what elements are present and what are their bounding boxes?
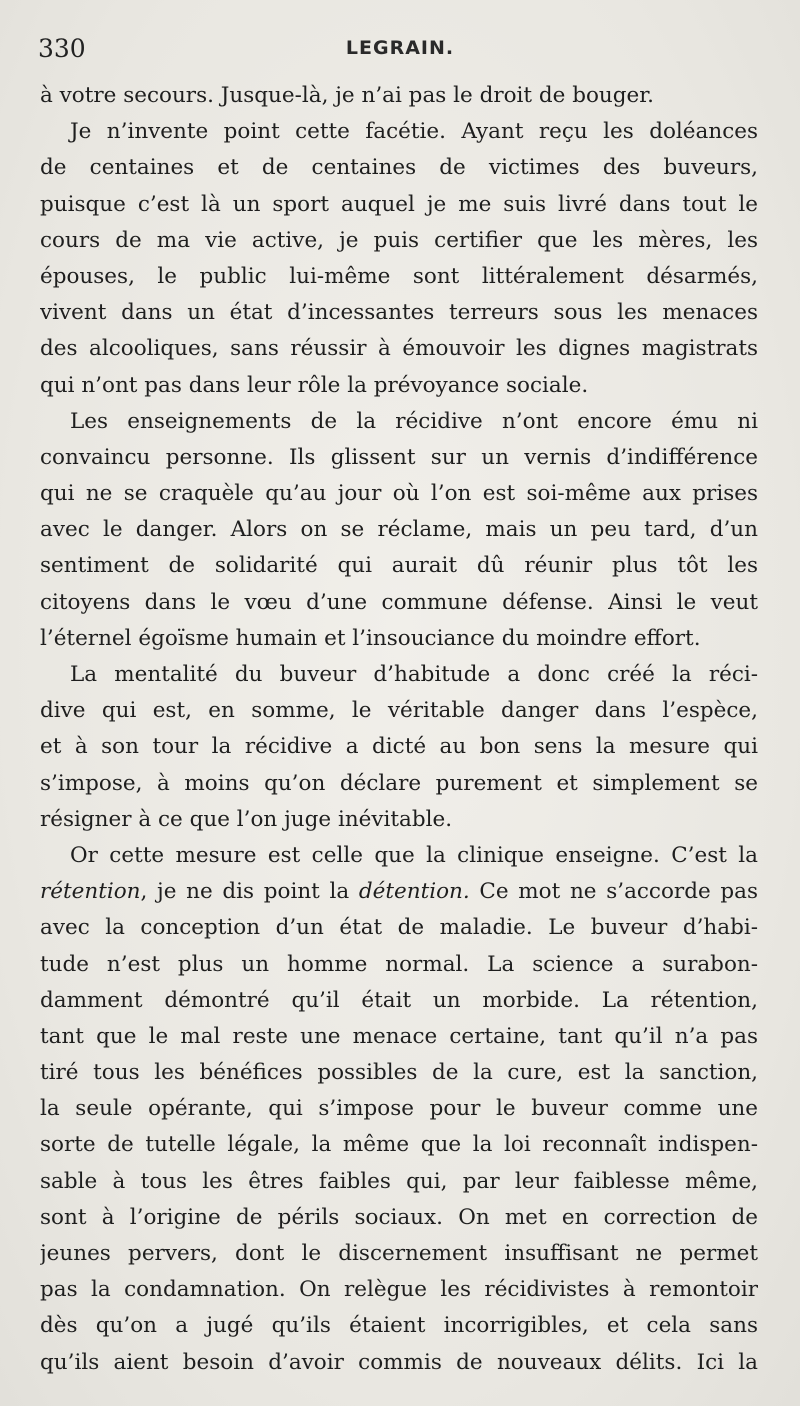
- text-line: qui n’ont pas dans leur rôle la prévoyance sociale.: [40, 372, 589, 398]
- text-line: cours de ma vie active, je puis certifier que les mères, les: [40, 227, 758, 253]
- running-head: LEGRAIN.: [345, 37, 455, 59]
- text-line: [40, 874, 758, 910]
- text-line: résigner à ce que l’on juge inévitable.: [40, 806, 453, 832]
- text-line: des alcooliques, sans réussir à émouvoir les dignes magistrats: [40, 336, 758, 362]
- text-line: sentiment de solidarité qui aurait dû réunir plus tôt les: [40, 553, 758, 579]
- text-line: de centaines et de centaines de victimes des buveurs,: [40, 155, 758, 181]
- text-line: Les enseignements de la récidive n’ont encore ému ni: [70, 408, 758, 434]
- text-line: jeunes pervers, dont le discernement insuffisant ne permet: [40, 1241, 758, 1266]
- text-line: tiré tous les bénéfices possibles de la cure, est la sanction,: [40, 1060, 758, 1086]
- text-segment: Ce mot ne s’accorde pas: [469, 879, 758, 905]
- text-line: La mentalité du buveur d’habitude a donc créé la réci-: [70, 662, 758, 687]
- text-line: pas la condamnation. On relègue les récidivistes à remontoir: [40, 1277, 758, 1303]
- text-line: sorte de tutelle légale, la même que la loi reconnaît indispen-: [40, 1132, 758, 1158]
- body-text: [40, 78, 758, 1381]
- text-line: damment démontré qu’il était un morbide. La rétention,: [40, 987, 758, 1013]
- italic-segment: rétention: [40, 879, 141, 905]
- text-line: convaincu personne. Ils glissent sur un vernis d’indifférence: [40, 444, 758, 470]
- text-line: épouses, le public lui-même sont littéralement désarmés,: [40, 263, 758, 289]
- text-line: tude n’est plus un homme normal. La science a surabon-: [40, 951, 758, 977]
- italic-segment: détention.: [358, 879, 470, 905]
- text-line: vivent dans un état d’incessantes terreurs sous les menaces: [40, 300, 758, 326]
- text-line: qui ne se craquèle qu’au jour où l’on est soi-même aux prises: [40, 481, 758, 507]
- text-line: la seule opérante, qui s’impose pour le buveur comme une: [40, 1096, 758, 1122]
- text-line: Or cette mesure est celle que la clinique enseigne. C’est la: [70, 842, 758, 868]
- text-line: puisque c’est là un sport auquel je me suis livré dans tout le: [40, 191, 758, 217]
- text-line: Je n’invente point cette facétie. Ayant reçu les doléances: [70, 119, 758, 145]
- text-line: tant que le mal reste une menace certaine, tant qu’il n’a pas: [40, 1023, 758, 1049]
- text-line: avec la conception d’un état de maladie. Le buveur d’habi-: [40, 915, 758, 941]
- text-line: citoyens dans le vœu d’une commune défense. Ainsi le veut: [40, 589, 758, 615]
- text-line: avec le danger. Alors on se réclame, mais un peu tard, d’un: [40, 517, 758, 543]
- text-line: l’éternel égoïsme humain et l’insouciance du moindre effort.: [40, 625, 701, 651]
- text-line: à votre secours. Jusque-là, je n’ai pas le droit de bouger.: [40, 83, 655, 108]
- text-line: sont à l’origine de périls sociaux. On met en correction de: [40, 1204, 758, 1230]
- text-line: sable à tous les êtres faibles qui, par leur faiblesse même,: [40, 1168, 758, 1194]
- text-line: s’impose, à moins qu’on déclare purement et simplement se: [40, 770, 758, 796]
- text-line: qu’ils aient besoin d’avoir commis de nouveaux délits. Ici la: [40, 1349, 758, 1375]
- text-segment: , je ne dis point la: [140, 879, 359, 905]
- text-line: dive qui est, en somme, le véritable danger dans l’espèce,: [40, 698, 758, 724]
- page-number: 330: [38, 34, 86, 63]
- text-line: et à son tour la récidive a dicté au bon sens la mesure qui: [40, 734, 758, 760]
- text-line: dès qu’on a jugé qu’ils étaient incorrigibles, et cela sans: [40, 1313, 758, 1339]
